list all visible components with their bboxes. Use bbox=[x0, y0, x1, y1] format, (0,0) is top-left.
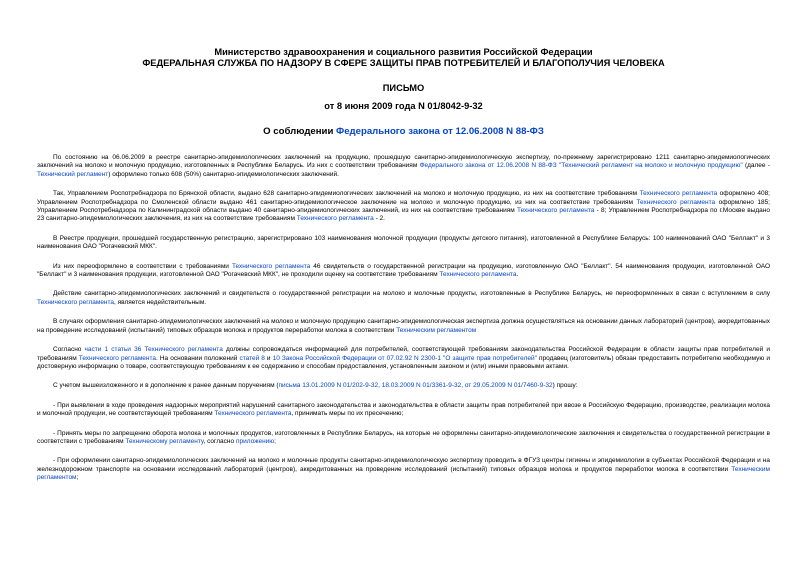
paragraph-text: Из них переоформлено в соответствии с требованиями bbox=[53, 262, 232, 270]
tech-reg-link[interactable]: Технического регламента bbox=[37, 298, 115, 306]
tech-reg-link[interactable]: Технического регламента bbox=[231, 262, 311, 270]
document-header bbox=[37, 47, 770, 137]
appendix-link[interactable]: приложению bbox=[235, 437, 275, 445]
paragraph-text: По состоянию на 06.06.2009 в реестре санитарно-эпидемиологических заключений на продукцию, прошедшую санитарно-эпидемиологическую экспертизу, по-прежнему зарегистрировано 1211 санитарно-эпидемиологических заключений на молоко и молочную продукцию, изготовленных в Республике Беларусь. Из них с соответствии требованиям bbox=[37, 154, 770, 170]
paragraph-9 bbox=[37, 402, 770, 419]
paragraph-text: должны сопровождаться информацией для потребителей, соответствующей требованиям законодательства Российской Федерации в области защиты прав потребителей и требованиям bbox=[37, 346, 770, 362]
paragraph-text: и bbox=[264, 354, 273, 362]
tech-reg-link[interactable]: Техническим регламентом bbox=[396, 326, 477, 334]
tech-reg-link[interactable]: Технический регламент bbox=[37, 170, 109, 178]
law-88fz-link[interactable]: Федерального закона от 12.06.2008 N 88-ФЗ "Технический регламент на молоко и молочную продукцию" bbox=[419, 162, 743, 170]
paragraph-text: оформлено 408; Управлением Роспотребнадзора по Смоленской области выдано 461 санитарно-эпидемиологическое заключение на молоко и молочную продукцию, из них на соответствие требованиям bbox=[37, 190, 770, 206]
paragraph-text: ) прошу: bbox=[552, 382, 578, 390]
paragraph-text: Согласно bbox=[53, 346, 85, 354]
paragraph-11 bbox=[37, 457, 770, 482]
document-number: от 8 июня 2009 года N 01/8042-9-32 bbox=[324, 101, 483, 111]
paragraph-text: , согласно bbox=[203, 437, 236, 445]
paragraph-text: . На основании положений bbox=[156, 354, 240, 362]
paragraph-text: , является недействительным. bbox=[114, 298, 207, 306]
document-type: ПИСЬМО bbox=[382, 83, 425, 93]
paragraph-text: В случаях оформления санитарно-эпидемиологических заключений на молоко и молочную продукцию санитарно-эпидемиологическая экспертиза должна осуществляться на основании данных лабораторий (центров), аккредитованных на проведение исследований (испытаний) типовых образцов молока и продуктов переработки молока в соответствии bbox=[37, 318, 770, 334]
paragraph-text: Так, Управлением Роспотребнадзора по Брянской области, выдано 628 санитарно-эпидемиологических заключений на молоко и молочную продукцию, из них на соответствие требованиям bbox=[53, 190, 640, 198]
ministry-name: Министерство здравоохранения и социального развития Российской Федерации bbox=[214, 47, 593, 57]
paragraph-text: ) оформлено только 608 (50%) санитарно-эпидемиологических заключений. bbox=[108, 170, 339, 178]
subject-prefix: О соблюдении bbox=[263, 126, 337, 137]
paragraph-2 bbox=[37, 190, 770, 224]
article-8-link[interactable]: статей 8 bbox=[239, 354, 265, 362]
tech-reg-link[interactable]: Технического регламента bbox=[636, 198, 716, 206]
paragraph-text: - Принять меры по запрещению оборота молока и молочных продуктов, изготовленных в Республике Беларусь, на которые не оформлены санитарно-эпидемиологические заключения и свидетельства о государственной регистрации в соответствии с требованиям bbox=[37, 429, 770, 445]
service-name: ФЕДЕРАЛЬНАЯ СЛУЖБА ПО НАДЗОРУ В СФЕРЕ ЗАЩИТЫ ПРАВ ПОТРЕБИТЕЛЕЙ И БЛАГОПОЛУЧИЯ ЧЕЛОВЕКА bbox=[142, 58, 665, 68]
tech-reg-link[interactable]: Технического регламента bbox=[639, 190, 718, 198]
paragraph-text: Действие санитарно-эпидемиологических заключений и свидетельств о государственной регистрации на молоко и молочные продукты, изготовленные в Республике Беларусь, не переоформленных в связи с вступлением в силу bbox=[53, 290, 770, 298]
paragraph-text: - 2. bbox=[373, 215, 385, 223]
paragraph-text: , принимать меры по их пресечению; bbox=[291, 410, 404, 418]
paragraph-3 bbox=[37, 235, 770, 252]
paragraph-4 bbox=[37, 263, 770, 280]
paragraph-text: 46 свидетельств о государственной регистрации на продукцию, изготовленную ОАО "Беллакт". 54 наименования продукции, изготовленной ОАО "Беллакт" и 3 наименования продукции, изготовленной ОАО "Рогачевский МКК", не проходили оценку на соответствие требованиям bbox=[37, 262, 770, 279]
document-subject bbox=[37, 126, 770, 137]
letters-link[interactable]: письма 13.01.2009 N 01/202-9-32, 18.03.2009 N 01/3361-9-32, от 29.05.2009 N 01/7460-9-32 bbox=[278, 382, 553, 390]
paragraph-6 bbox=[37, 318, 770, 335]
paragraph-text: оформлено 185; Управлением Роспотребнадзора по Калининградской области выдано 40 санитарно-эпидемиологических заключений, из них на соответствие требованиям bbox=[37, 198, 770, 215]
paragraph-8 bbox=[37, 382, 770, 390]
paragraph-text: ; bbox=[274, 437, 276, 445]
tech-reg-link[interactable]: Техническим регламентом bbox=[37, 465, 770, 482]
paragraph-text: . bbox=[516, 271, 519, 279]
paragraph-text: ; bbox=[76, 474, 79, 482]
document-page bbox=[37, 0, 770, 494]
tech-reg-link[interactable]: Техническому регламенту bbox=[125, 437, 204, 445]
paragraph-7 bbox=[37, 346, 770, 371]
paragraph-text: - 8; Управлением Роспотребнадзора по г.Москве выдано 23 санитарно-эпидемиологических заключения, из них на соответствие требованиям bbox=[37, 207, 770, 223]
paragraph-text: С учетом вышеизложенного и в дополнение к ранее данным поручениям ( bbox=[53, 382, 279, 390]
paragraph-text: (далее - bbox=[742, 162, 770, 170]
consumer-law-link[interactable]: 10 Закона Российской Федерации от 07.02.92 N 2300-1 "О защите прав потребителей" bbox=[272, 354, 537, 362]
tech-reg-link[interactable]: Технического регламента bbox=[78, 354, 157, 362]
paragraph-text: В Реестре продукции, прошедшей государственную регистрацию, зарегистрировано 103 наименования молочной продукции (продукты детского питания), изготовленной в Республике Беларусь: 100 наименований ОАО "Беллакт" и 3 наименования ОАО "Рогачевский МКК". bbox=[37, 234, 770, 251]
paragraph-text: - При выявлении в ходе проведения надзорных мероприятий нарушений санитарного законодательства и законодательства в области защиты прав потребителей при ввозе в Российскую Федерацию, производстве, реализации молока и молочной продукции, не соответствующей требованиям bbox=[37, 401, 770, 418]
tech-reg-link[interactable]: Технического регламента bbox=[214, 410, 292, 418]
article-36-link[interactable]: части 1 статьи 36 Технического регламента bbox=[84, 346, 223, 354]
tech-reg-link[interactable]: Технического регламента bbox=[516, 207, 595, 215]
tech-reg-link[interactable]: Технического регламента bbox=[439, 271, 517, 279]
paragraph-text: продавец (изготовитель) обязан предоставить потребителю необходимую и достоверную информацию о товаре, соответствующую требованиям к ее содержанию и способам предоставления, установленным законом и (или) иными правовыми актами. bbox=[37, 354, 770, 370]
paragraph-1 bbox=[37, 154, 770, 179]
document-body bbox=[37, 154, 770, 483]
paragraph-text: - При оформлении санитарно-эпидемиологических заключений на молоко и молочные продукты санитарно-эпидемиологическую экспертизу проводить в ФГУЗ центры гигиены и эпидемиологии в субъектах Российской Федерации и на железнодорожном транспорте на основании исследований лабораторий (центров), аккредитованных на проведение исследований (испытаний) типовых образцов молока и продуктов переработки молока в соответствии bbox=[37, 457, 770, 473]
paragraph-5 bbox=[37, 290, 770, 307]
paragraph-10 bbox=[37, 430, 770, 447]
subject-law-link[interactable]: Федерального закона от 12.06.2008 N 88-ФЗ bbox=[336, 126, 544, 137]
tech-reg-link[interactable]: Технического регламента bbox=[296, 215, 374, 223]
